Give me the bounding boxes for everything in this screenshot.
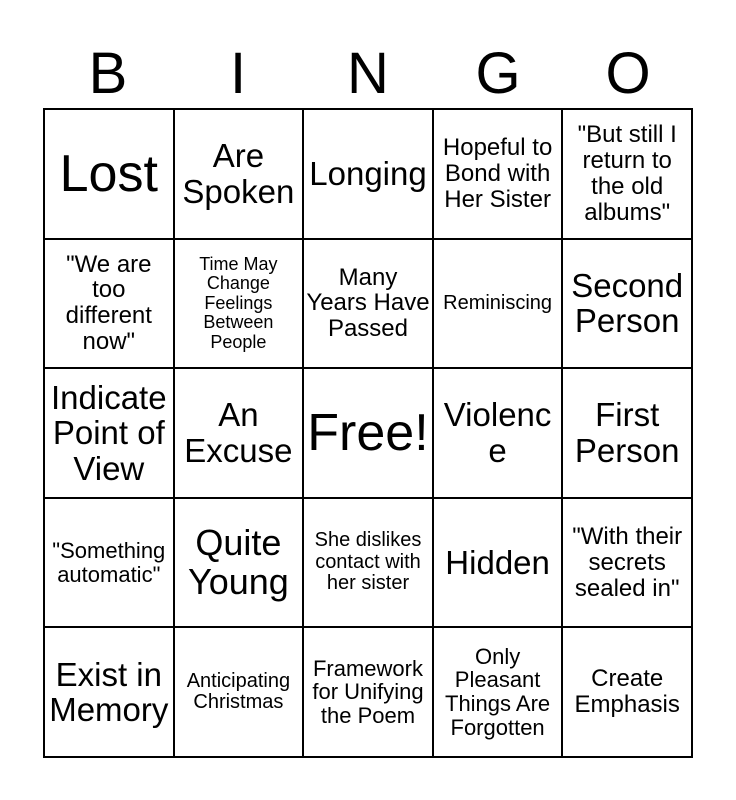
cell-text: Hopeful to Bond with Her Sister (442, 133, 553, 213)
bingo-cell[interactable] (174, 109, 304, 239)
cell-text: Indicate Point of View (51, 378, 167, 487)
bingo-cell[interactable] (174, 627, 304, 757)
header-letter-b: B (88, 41, 128, 106)
bingo-cell[interactable] (303, 109, 433, 239)
bingo-cell-free-space[interactable] (303, 368, 433, 498)
bingo-cell[interactable] (562, 109, 692, 239)
bingo-header (43, 40, 693, 108)
bingo-cell[interactable] (562, 368, 692, 498)
cell-text: Only Pleasant Things Are Forgotten (445, 643, 551, 740)
cell-text: Reminiscing (443, 291, 553, 314)
header-letter-o: O (605, 41, 651, 106)
bingo-board (43, 108, 693, 758)
cell-text: Exist in Memory (49, 655, 169, 729)
bingo-cell[interactable] (174, 498, 304, 628)
bingo-cell[interactable] (433, 239, 563, 369)
cell-text: Second Person (571, 266, 684, 340)
bingo-cell[interactable] (433, 627, 563, 757)
cell-text: Longing (309, 154, 427, 192)
bingo-cell[interactable] (433, 498, 563, 628)
header-letter-i: I (229, 41, 247, 106)
bingo-cell[interactable] (44, 368, 174, 498)
cell-text: Framework for Unifying the Poem (312, 655, 424, 729)
header-letter-g: G (475, 41, 521, 106)
bingo-cell[interactable] (44, 627, 174, 757)
bingo-cell[interactable] (44, 109, 174, 239)
cell-text: Create Emphasis (574, 665, 680, 719)
cell-text: Hidden (445, 543, 550, 581)
cell-text: Lost (59, 144, 158, 203)
bingo-cell[interactable] (433, 368, 563, 498)
bingo-cell[interactable] (44, 239, 174, 369)
free-space-text: Free! (307, 403, 429, 462)
bingo-cell[interactable] (44, 498, 174, 628)
cell-text: Many Years Have Passed (306, 263, 430, 343)
bingo-cell[interactable] (303, 627, 433, 757)
cell-text: An Excuse (184, 396, 293, 469)
bingo-cell[interactable] (174, 368, 304, 498)
cell-text: First Person (574, 396, 680, 469)
header-letter-n: N (347, 41, 389, 106)
bingo-cell[interactable] (303, 239, 433, 369)
cell-text: "But still I return to the old albums" (577, 120, 677, 226)
cell-text: Violence (443, 396, 552, 469)
cell-text: "With their secrets sealed in" (572, 522, 683, 602)
bingo-cell[interactable] (303, 498, 433, 628)
bingo-cell[interactable] (174, 239, 304, 369)
cell-text: Anticipating Christmas (186, 669, 291, 714)
bingo-cell[interactable] (562, 627, 692, 757)
bingo-cell[interactable] (433, 109, 563, 239)
cell-text: "We are too different now" (65, 250, 152, 356)
cell-text: Time May Change Feelings Between People (199, 253, 278, 352)
cell-text: Are Spoken (182, 137, 295, 210)
bingo-cell[interactable] (562, 498, 692, 628)
cell-text: She dislikes contact with her sister (314, 529, 422, 595)
bingo-cell[interactable] (562, 239, 692, 369)
cell-text: "Something automatic" (52, 537, 166, 587)
cell-text: Quite Young (187, 521, 289, 602)
